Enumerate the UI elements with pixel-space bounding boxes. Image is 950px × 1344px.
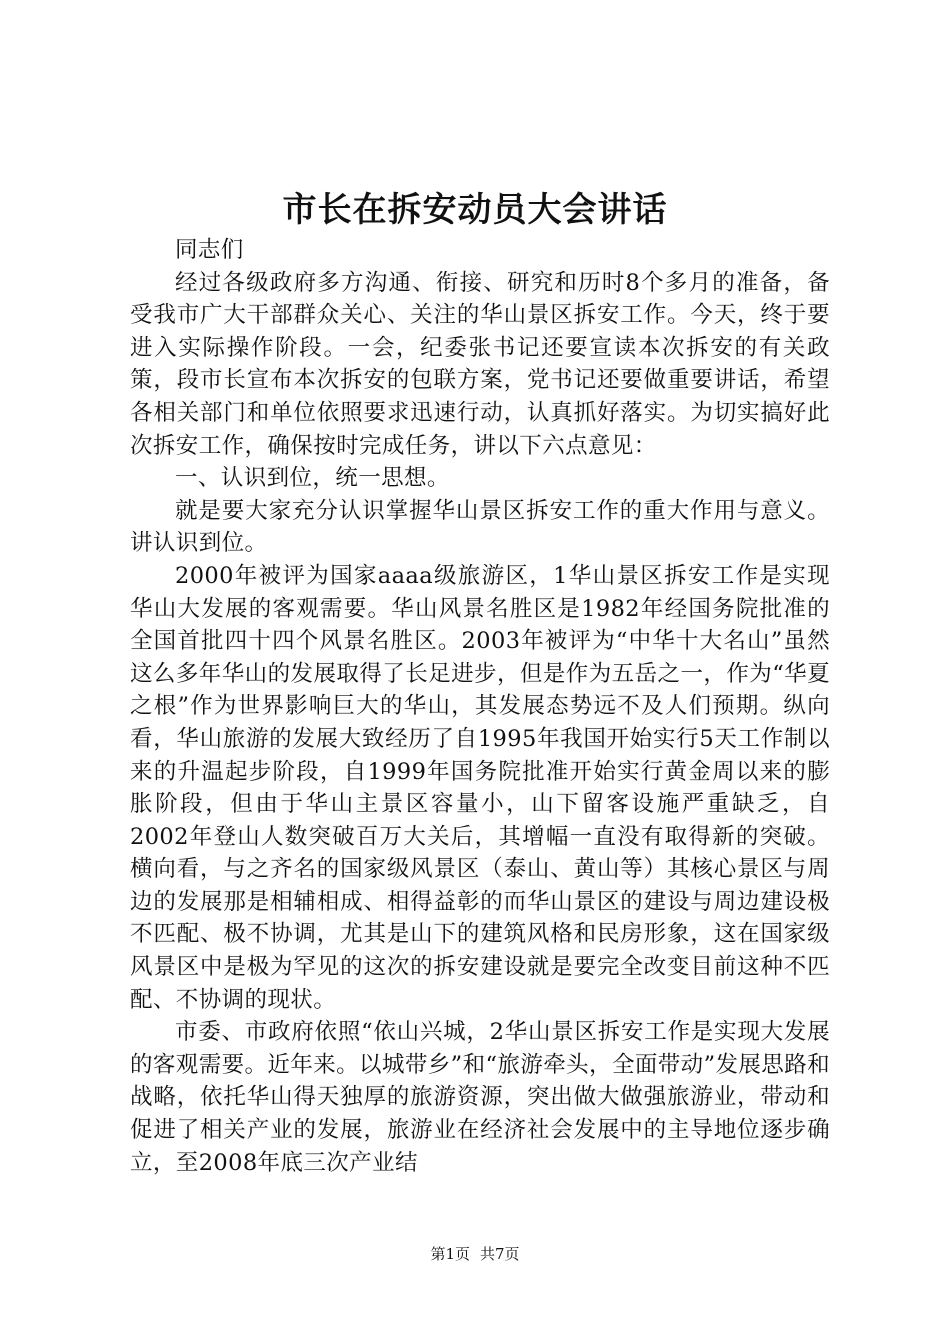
document-title: 市长在拆安动员大会讲话: [282, 190, 668, 230]
page-number: 第1页: [430, 1245, 470, 1263]
paragraph: 市委、市政府依照“依山兴城，2华山景区拆安工作是实现大发展的客观需要。近年来。以城带乡”和“旅游牵头，全面带动”发展思路和战略，依托华山得天独厚的旅游资源，突出做大做强旅游业，带动和促进了相关产业的发展，旅游业在经济社会发展中的主导地位逐步确立，至2008年底三次产业结: [130, 1019, 830, 1176]
page-total: 共7页: [480, 1245, 520, 1263]
section-heading: 一、认识到位，统一思想。: [175, 465, 450, 492]
document-body: [130, 234, 830, 1179]
paragraph: 经过各级政府多方沟通、衔接、研究和历时8个多月的准备，备受我市广大干部群众关心、关注的华山景区拆安工作。今天，终于要进入实际操作阶段。一会，纪委张书记还要宣读本次拆安的有关政策，段市长宣布本次拆安的包联方案，党书记还要做重要讲话，希望各相关部门和单位依照要求迅速行动，认真抓好落实。为切实搞好此次拆安工作，确保按时完成任务，讲以下六点意见：: [130, 269, 830, 459]
page-footer: [0, 1244, 950, 1264]
salutation: 同志们: [175, 237, 244, 263]
paragraph: 2000年被评为国家aaaa级旅游区，1华山景区拆安工作是实现华山大发展的客观需要。华山风景名胜区是1982年经国务院批准的全国首批四十四个风景名胜区。2003年被评为“中华十大名山”虽然这么多年华山的发展取得了长足进步，但是作为五岳之一，作为“华夏之根”作为世界影响巨大的华山，其发展态势远不及人们预期。纵向看，华山旅游的发展大致经历了自1995年我国开始实行5天工作制以来的升温起步阶段，自1999年国务院批准开始实行黄金周以来的膨胀阶段，但由于华山主景区容量小，山下留客设施严重缺乏，自2002年登山人数突破百万大关后，其增幅一直没有取得新的突破。横向看，与之齐名的国家级风景区（泰山、黄山等）其核心景区与周边的发展那是相辅相成、相得益彰的而华山景区的建设与周边建设极不匹配、极不协调，尤其是山下的建筑风格和民房形象，这在国家级风景区中是极为罕见的这次的拆安建设就是要完全改变目前这种不匹配、不协调的现状。: [130, 562, 830, 1013]
paragraph: 就是要大家充分认识掌握华山景区拆安工作的重大作用与意义。讲认识到位。: [130, 497, 830, 557]
